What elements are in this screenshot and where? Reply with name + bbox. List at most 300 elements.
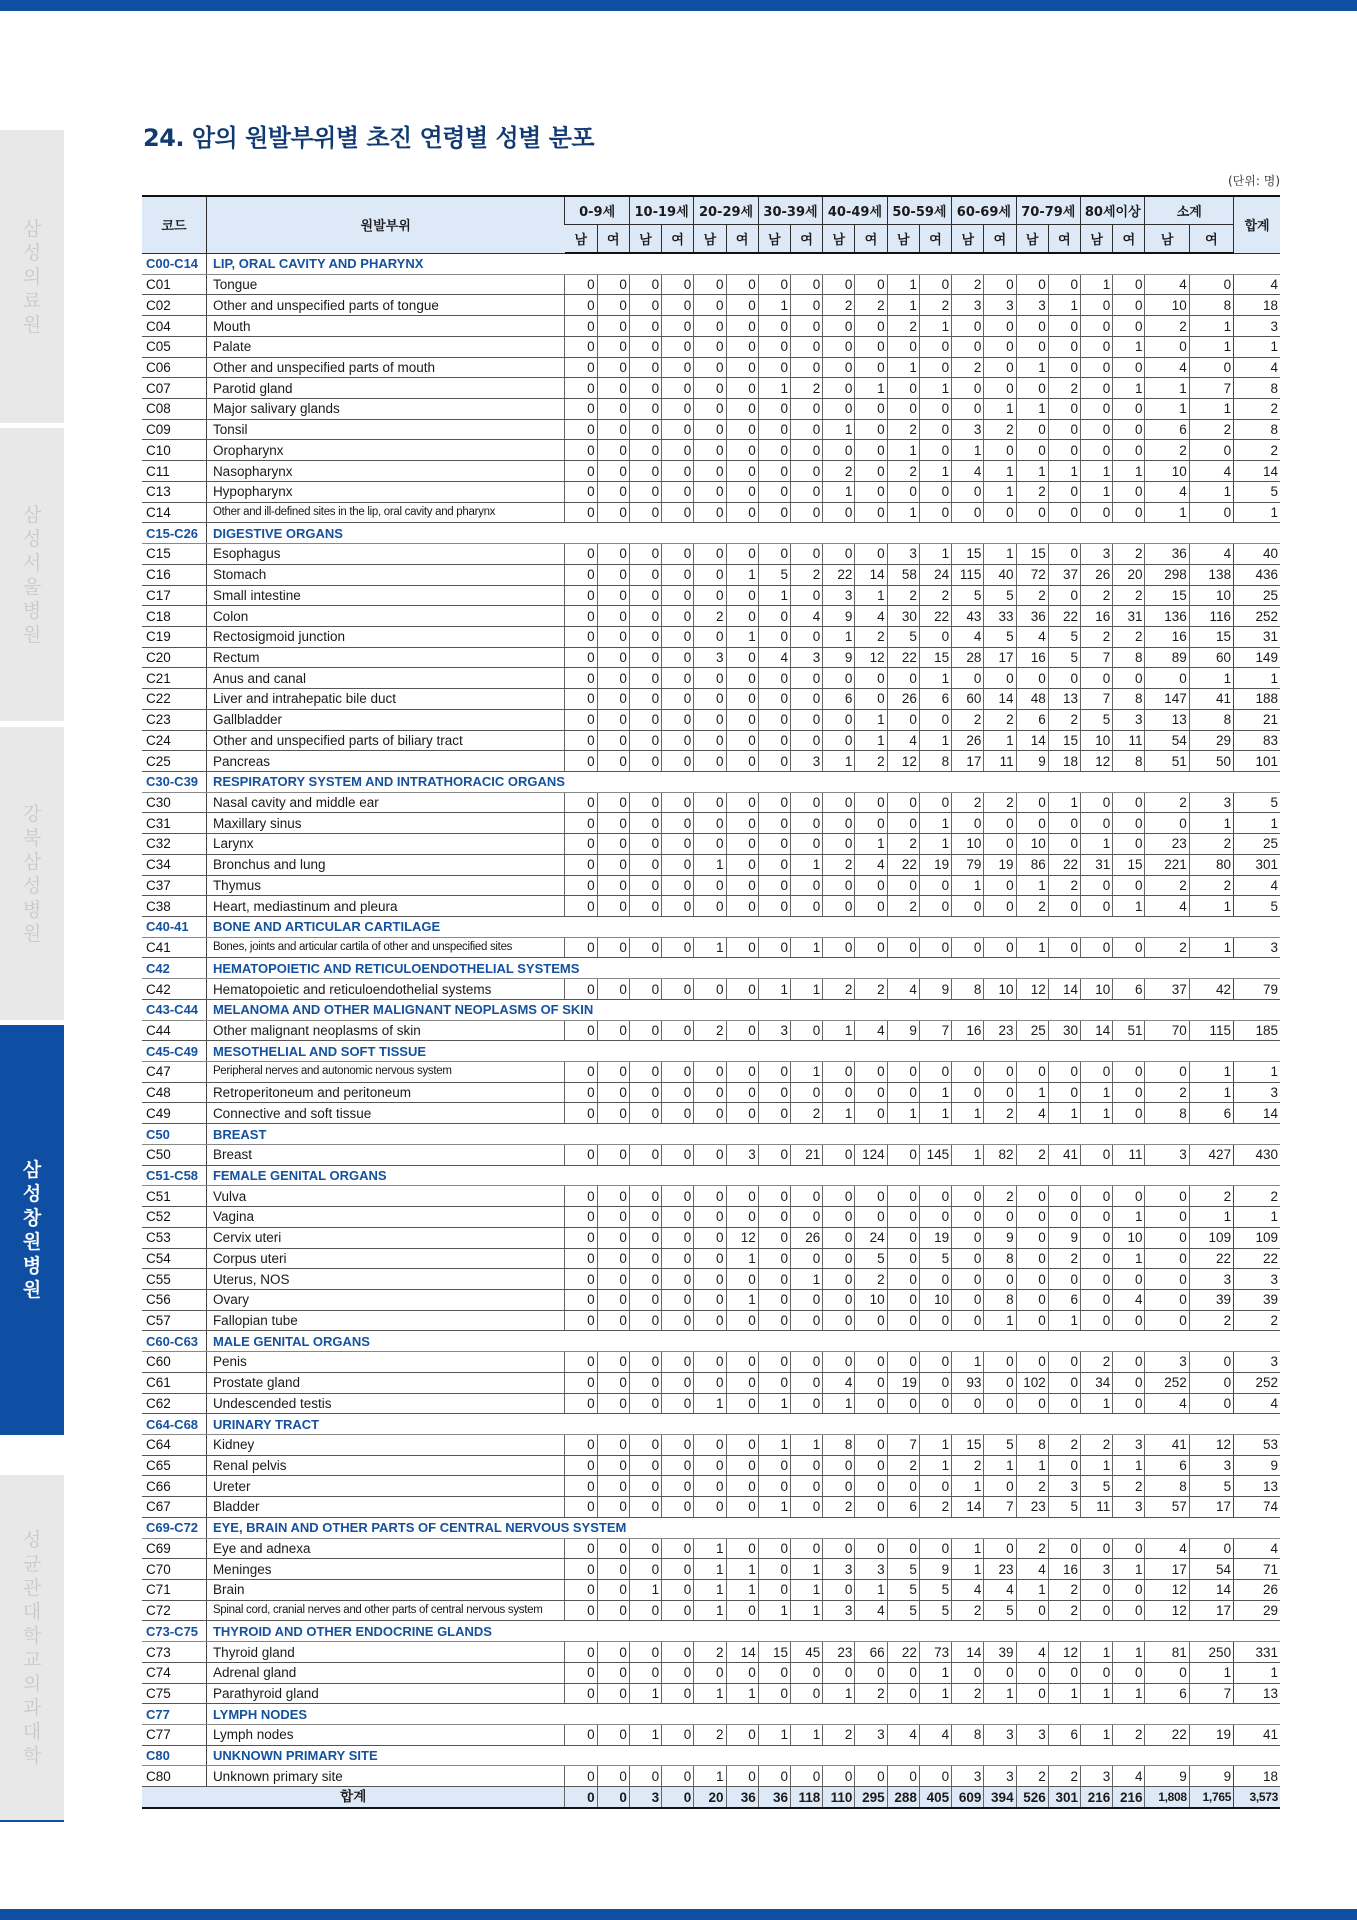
count-cell: 10	[1081, 979, 1113, 1000]
count-cell: 0	[565, 1372, 597, 1393]
count-cell: 0	[597, 689, 629, 710]
count-cell: 0	[984, 378, 1016, 399]
count-cell: 0	[823, 316, 855, 337]
site-name: Brain	[206, 1580, 564, 1601]
site-name: Cervix uteri	[206, 1227, 564, 1248]
count-cell: 115	[1189, 1020, 1233, 1041]
count-cell: 0	[597, 419, 629, 440]
count-cell: 2	[1016, 1766, 1048, 1787]
count-cell: 0	[565, 1248, 597, 1269]
count-cell: 0	[694, 1455, 726, 1476]
count-cell: 0	[1016, 1683, 1048, 1704]
count-cell: 1	[790, 1269, 822, 1290]
count-cell: 0	[694, 419, 726, 440]
count-cell: 0	[565, 316, 597, 337]
count-cell: 0	[597, 1062, 629, 1083]
group-code: C00-C14	[142, 253, 206, 274]
count-cell: 0	[1016, 1662, 1048, 1683]
count-cell: 54	[1189, 1559, 1233, 1580]
group-name: DIGESTIVE ORGANS	[206, 523, 1280, 544]
site-name: Tongue	[206, 274, 564, 295]
count-cell: 1	[758, 1497, 790, 1518]
count-cell: 13	[1145, 709, 1189, 730]
count-cell: 0	[823, 1269, 855, 1290]
count-cell: 0	[823, 1082, 855, 1103]
count-cell: 0	[758, 792, 790, 813]
group-name: THYROID AND OTHER ENDOCRINE GLANDS	[206, 1621, 1280, 1642]
count-cell: 0	[1189, 1372, 1233, 1393]
count-cell: 1	[758, 295, 790, 316]
count-cell: 3	[726, 1144, 758, 1165]
count-cell: 3	[952, 419, 984, 440]
count-cell: 0	[984, 1393, 1016, 1414]
site-code: C42	[142, 979, 206, 1000]
site-code: C10	[142, 440, 206, 461]
count-cell: 430	[1234, 1144, 1280, 1165]
count-cell: 0	[694, 357, 726, 378]
count-cell: 1	[887, 440, 919, 461]
count-cell: 0	[790, 896, 822, 917]
count-cell: 2	[1016, 1144, 1048, 1165]
count-cell: 36	[1016, 606, 1048, 627]
site-code: C32	[142, 834, 206, 855]
site-name: Ureter	[206, 1476, 564, 1497]
count-cell: 0	[1048, 1082, 1080, 1103]
count-cell: 93	[952, 1372, 984, 1393]
count-cell: 0	[629, 668, 661, 689]
group-code: C51-C58	[142, 1165, 206, 1186]
count-cell: 1	[952, 440, 984, 461]
count-cell: 23	[823, 1642, 855, 1663]
total-cell: 20	[694, 1787, 726, 1808]
count-cell: 4	[790, 606, 822, 627]
site-name: Gallbladder	[206, 709, 564, 730]
group-code: C64-C68	[142, 1414, 206, 1435]
count-cell: 17	[984, 647, 1016, 668]
count-cell: 0	[1048, 336, 1080, 357]
count-cell: 7	[887, 1434, 919, 1455]
count-cell: 4	[887, 1725, 919, 1746]
count-cell: 0	[1145, 668, 1189, 689]
count-cell: 2	[1048, 378, 1080, 399]
count-cell: 0	[565, 792, 597, 813]
count-cell: 0	[823, 378, 855, 399]
count-cell: 0	[1113, 1310, 1145, 1331]
count-cell: 0	[919, 481, 951, 502]
count-cell: 14	[952, 1497, 984, 1518]
count-cell: 3	[1113, 1497, 1145, 1518]
count-cell: 0	[629, 1352, 661, 1373]
count-cell: 0	[1016, 419, 1048, 440]
count-cell: 0	[758, 440, 790, 461]
count-cell: 0	[1048, 937, 1080, 958]
count-cell: 42	[1189, 979, 1233, 1000]
group-row	[142, 1165, 1280, 1186]
count-cell: 3	[1145, 1144, 1189, 1165]
count-cell: 0	[694, 440, 726, 461]
site-code: C08	[142, 399, 206, 420]
count-cell: 0	[662, 1248, 694, 1269]
count-cell: 5	[887, 1580, 919, 1601]
table-row	[142, 1580, 1280, 1601]
count-cell: 0	[1113, 1103, 1145, 1124]
count-cell: 9	[823, 606, 855, 627]
count-cell: 0	[758, 336, 790, 357]
sidebar-item-0[interactable]: 삼 성 의 료 원	[0, 130, 64, 423]
count-cell: 3	[823, 1600, 855, 1621]
count-cell: 0	[758, 316, 790, 337]
count-cell: 0	[1048, 585, 1080, 606]
sidebar-item-3[interactable]: 삼 성 창 원 병 원	[0, 1025, 64, 1435]
count-cell: 0	[1048, 896, 1080, 917]
count-cell: 0	[565, 1497, 597, 1518]
count-cell: 0	[855, 399, 887, 420]
count-cell: 1	[855, 834, 887, 855]
count-cell: 0	[694, 1497, 726, 1518]
count-cell: 0	[565, 1103, 597, 1124]
count-cell: 83	[1234, 730, 1280, 751]
count-cell: 2	[855, 1683, 887, 1704]
table-row	[142, 668, 1280, 689]
count-cell: 2	[1145, 792, 1189, 813]
site-code: C18	[142, 606, 206, 627]
count-cell: 0	[629, 461, 661, 482]
site-code: C47	[142, 1062, 206, 1083]
count-cell: 66	[855, 1642, 887, 1663]
count-cell: 0	[1113, 502, 1145, 523]
count-cell: 0	[597, 1020, 629, 1041]
table-row	[142, 626, 1280, 647]
count-cell: 31	[1113, 606, 1145, 627]
table-row	[142, 1248, 1280, 1269]
age-group-header: 70-79세	[1016, 196, 1080, 225]
count-cell: 0	[565, 502, 597, 523]
count-cell: 0	[790, 813, 822, 834]
count-cell: 0	[694, 1269, 726, 1290]
count-cell: 0	[597, 606, 629, 627]
count-cell: 0	[662, 875, 694, 896]
count-cell: 0	[1113, 937, 1145, 958]
count-cell: 1	[1145, 378, 1189, 399]
count-cell: 0	[726, 792, 758, 813]
table-row	[142, 1538, 1280, 1559]
group-name: FEMALE GENITAL ORGANS	[206, 1165, 1280, 1186]
count-cell: 115	[952, 564, 984, 585]
count-cell: 0	[823, 1662, 855, 1683]
count-cell: 0	[694, 730, 726, 751]
count-cell: 2	[1145, 440, 1189, 461]
count-cell: 0	[629, 1062, 661, 1083]
count-cell: 2	[1113, 585, 1145, 606]
count-cell: 0	[919, 336, 951, 357]
count-cell: 0	[952, 1062, 984, 1083]
count-cell: 0	[887, 1269, 919, 1290]
count-cell: 6	[919, 689, 951, 710]
table-row	[142, 1600, 1280, 1621]
sidebar-item-4[interactable]: 성 균 관 대 학 교 의 과 대 학	[0, 1475, 64, 1820]
male-header: 남	[1145, 225, 1189, 254]
count-cell: 0	[662, 336, 694, 357]
count-cell: 0	[1081, 1207, 1113, 1228]
count-cell: 3	[855, 1559, 887, 1580]
count-cell: 0	[887, 813, 919, 834]
count-cell: 0	[694, 1434, 726, 1455]
count-cell: 2	[823, 1497, 855, 1518]
site-code: C48	[142, 1082, 206, 1103]
count-cell: 5	[1234, 481, 1280, 502]
count-cell: 0	[1113, 1269, 1145, 1290]
count-cell: 0	[597, 481, 629, 502]
count-cell: 0	[726, 1352, 758, 1373]
count-cell: 0	[1189, 440, 1233, 461]
count-cell: 0	[565, 544, 597, 565]
count-cell: 0	[662, 1393, 694, 1414]
count-cell: 11	[1081, 1497, 1113, 1518]
count-cell: 0	[565, 1725, 597, 1746]
count-cell: 2	[1145, 316, 1189, 337]
table-row	[142, 1144, 1280, 1165]
count-cell: 0	[565, 399, 597, 420]
group-row	[142, 1517, 1280, 1538]
count-cell: 0	[790, 792, 822, 813]
female-header: 여	[984, 225, 1016, 254]
count-cell: 18	[1234, 295, 1280, 316]
count-cell: 0	[565, 274, 597, 295]
count-cell: 2	[887, 834, 919, 855]
count-cell: 0	[565, 606, 597, 627]
count-cell: 0	[1189, 357, 1233, 378]
table-row	[142, 792, 1280, 813]
count-cell: 0	[1113, 1600, 1145, 1621]
table-row	[142, 1476, 1280, 1497]
count-cell: 0	[629, 1766, 661, 1787]
site-name: Thymus	[206, 875, 564, 896]
count-cell: 0	[565, 647, 597, 668]
count-cell: 48	[1016, 689, 1048, 710]
age-group-header: 0-9세	[565, 196, 629, 225]
count-cell: 1	[1234, 336, 1280, 357]
count-cell: 1	[1081, 1393, 1113, 1414]
site-name: Vulva	[206, 1186, 564, 1207]
count-cell: 0	[726, 440, 758, 461]
count-cell: 1	[694, 937, 726, 958]
count-cell: 0	[887, 668, 919, 689]
count-cell: 0	[726, 937, 758, 958]
site-code: C31	[142, 813, 206, 834]
site-code: C20	[142, 647, 206, 668]
group-name: RESPIRATORY SYSTEM AND INTRATHORACIC ORGANS	[206, 771, 1280, 792]
count-cell: 0	[565, 585, 597, 606]
count-cell: 221	[1145, 854, 1189, 875]
count-cell: 0	[855, 316, 887, 337]
count-cell: 0	[1113, 1662, 1145, 1683]
count-cell: 2	[887, 896, 919, 917]
count-cell: 0	[1189, 502, 1233, 523]
count-cell: 72	[1016, 564, 1048, 585]
table-row	[142, 1434, 1280, 1455]
count-cell: 0	[1016, 1186, 1048, 1207]
count-cell: 0	[887, 1393, 919, 1414]
count-cell: 0	[726, 875, 758, 896]
count-cell: 3	[855, 1725, 887, 1746]
count-cell: 3	[1113, 709, 1145, 730]
count-cell: 79	[1234, 979, 1280, 1000]
count-cell: 0	[855, 1082, 887, 1103]
site-name: Parotid gland	[206, 378, 564, 399]
count-cell: 0	[1048, 1455, 1080, 1476]
count-cell: 22	[1145, 1725, 1189, 1746]
count-cell: 0	[1113, 1062, 1145, 1083]
count-cell: 0	[823, 1227, 855, 1248]
female-header: 여	[662, 225, 694, 254]
count-cell: 79	[952, 854, 984, 875]
count-cell: 1	[823, 1393, 855, 1414]
count-cell: 0	[597, 626, 629, 647]
count-cell: 0	[790, 357, 822, 378]
count-cell: 0	[919, 502, 951, 523]
total-cell: 1,808	[1145, 1787, 1189, 1808]
table-row	[142, 1269, 1280, 1290]
count-cell: 1	[919, 1434, 951, 1455]
count-cell: 0	[629, 813, 661, 834]
count-cell: 2	[1189, 875, 1233, 896]
site-code: C21	[142, 668, 206, 689]
count-cell: 3	[1234, 1269, 1280, 1290]
count-cell: 0	[597, 751, 629, 772]
count-cell: 0	[823, 792, 855, 813]
count-cell: 6	[1016, 709, 1048, 730]
count-cell: 0	[726, 1766, 758, 1787]
count-cell: 20	[1113, 564, 1145, 585]
count-cell: 33	[984, 606, 1016, 627]
count-cell: 0	[887, 1062, 919, 1083]
count-cell: 5	[1081, 709, 1113, 730]
count-cell: 0	[1016, 1352, 1048, 1373]
count-cell: 7	[1081, 647, 1113, 668]
count-cell: 0	[662, 1455, 694, 1476]
code-header: 코드	[142, 196, 206, 253]
site-header: 원발부위	[206, 196, 564, 253]
count-cell: 0	[597, 544, 629, 565]
count-cell: 0	[1113, 440, 1145, 461]
group-code: C43-C44	[142, 999, 206, 1020]
count-cell: 23	[984, 1020, 1016, 1041]
count-cell: 10	[952, 834, 984, 855]
count-cell: 0	[565, 937, 597, 958]
group-name: MALE GENITAL ORGANS	[206, 1331, 1280, 1352]
count-cell: 0	[565, 813, 597, 834]
count-cell: 0	[565, 1186, 597, 1207]
count-cell: 2	[1048, 709, 1080, 730]
table-row	[142, 544, 1280, 565]
count-cell: 0	[1048, 668, 1080, 689]
count-cell: 0	[726, 751, 758, 772]
count-cell: 0	[823, 1207, 855, 1228]
table-row	[142, 854, 1280, 875]
count-cell: 0	[597, 1227, 629, 1248]
count-cell: 0	[758, 1207, 790, 1228]
count-cell: 0	[726, 316, 758, 337]
count-cell: 0	[790, 316, 822, 337]
count-cell: 3	[952, 295, 984, 316]
site-name: Spinal cord, cranial nerves and other parts of central nervous system	[206, 1600, 564, 1621]
count-cell: 0	[726, 1372, 758, 1393]
count-cell: 14	[1081, 1020, 1113, 1041]
count-cell: 0	[790, 399, 822, 420]
count-cell: 0	[629, 336, 661, 357]
count-cell: 1	[694, 1393, 726, 1414]
count-cell: 0	[855, 937, 887, 958]
count-cell: 81	[1145, 1642, 1189, 1663]
table-row	[142, 1352, 1280, 1373]
count-cell: 29	[1189, 730, 1233, 751]
count-cell: 0	[662, 647, 694, 668]
count-cell: 12	[1145, 1600, 1189, 1621]
count-cell: 0	[855, 1103, 887, 1124]
count-cell: 0	[919, 1476, 951, 1497]
count-cell: 0	[662, 316, 694, 337]
count-cell: 1	[790, 1580, 822, 1601]
count-cell: 0	[662, 979, 694, 1000]
count-cell: 0	[694, 751, 726, 772]
count-cell: 4	[1189, 461, 1233, 482]
count-cell: 0	[823, 544, 855, 565]
site-code: C24	[142, 730, 206, 751]
site-name: Prostate gland	[206, 1372, 564, 1393]
count-cell: 0	[597, 1352, 629, 1373]
count-cell: 29	[1234, 1600, 1280, 1621]
count-cell: 4	[823, 1372, 855, 1393]
count-cell: 73	[919, 1642, 951, 1663]
count-cell: 14	[1234, 1103, 1280, 1124]
count-cell: 0	[694, 668, 726, 689]
count-cell: 5	[919, 1248, 951, 1269]
count-cell: 2	[984, 709, 1016, 730]
count-cell: 0	[629, 937, 661, 958]
site-code: C51	[142, 1186, 206, 1207]
unit-label: (단위: 명)	[1228, 174, 1280, 188]
count-cell: 2	[984, 419, 1016, 440]
count-cell: 0	[726, 1662, 758, 1683]
count-cell: 0	[597, 834, 629, 855]
site-code: C64	[142, 1434, 206, 1455]
count-cell: 0	[984, 1476, 1016, 1497]
count-cell: 0	[1145, 1062, 1189, 1083]
site-name: Fallopian tube	[206, 1310, 564, 1331]
sidebar-item-1[interactable]: 삼 성 서 울 병 원	[0, 428, 64, 721]
site-name: Other and ill-defined sites in the lip, oral cavity and pharynx	[206, 502, 564, 523]
count-cell: 10	[919, 1289, 951, 1310]
count-cell: 0	[726, 896, 758, 917]
count-cell: 2	[1234, 399, 1280, 420]
count-cell: 0	[565, 834, 597, 855]
count-cell: 0	[823, 1062, 855, 1083]
sidebar-item-2[interactable]: 강 북 삼 성 병 원	[0, 727, 64, 1020]
count-cell: 15	[919, 647, 951, 668]
count-cell: 0	[662, 1683, 694, 1704]
count-cell: 16	[1016, 647, 1048, 668]
site-name: Hematopoietic and reticuloendothelial systems	[206, 979, 564, 1000]
male-header: 남	[887, 225, 919, 254]
count-cell: 0	[758, 1144, 790, 1165]
count-cell: 1	[726, 1580, 758, 1601]
count-cell: 0	[823, 1144, 855, 1165]
count-cell: 0	[758, 1289, 790, 1310]
count-cell: 0	[855, 813, 887, 834]
count-cell: 0	[629, 792, 661, 813]
count-cell: 0	[597, 1455, 629, 1476]
count-cell: 0	[758, 1662, 790, 1683]
